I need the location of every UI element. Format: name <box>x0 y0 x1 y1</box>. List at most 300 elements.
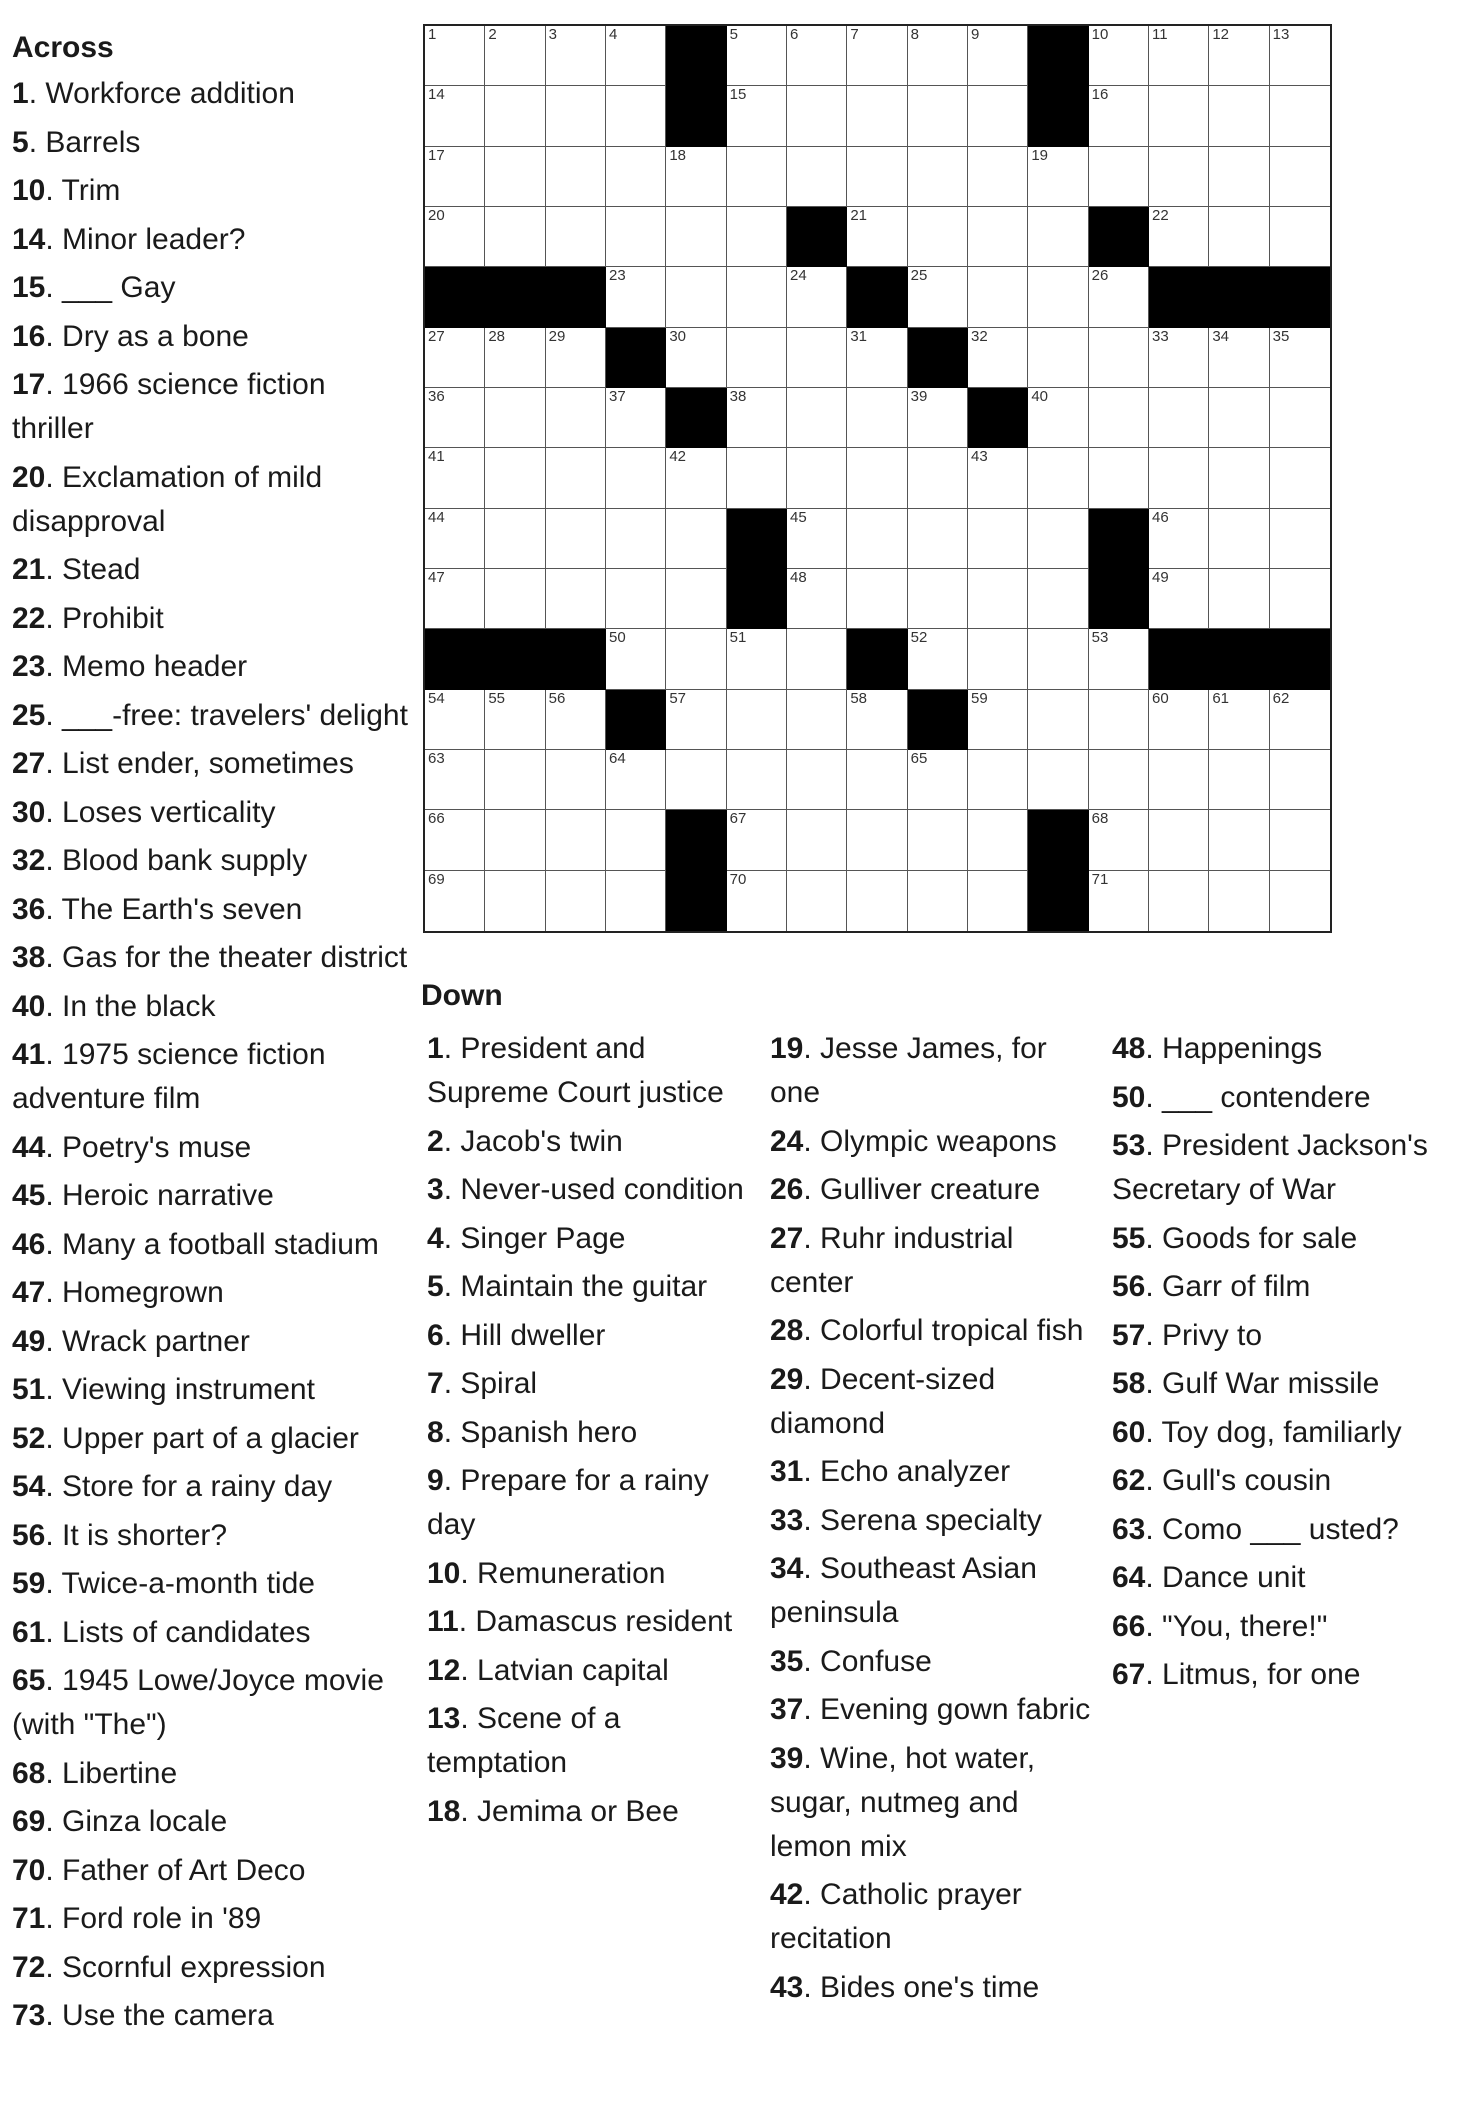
clue-number: 10 <box>427 1556 461 1590</box>
black-square <box>666 871 726 931</box>
clue-number: 37 <box>770 1693 804 1726</box>
grid-cell[interactable] <box>1028 750 1088 810</box>
grid-cell[interactable] <box>1149 569 1209 629</box>
clue-item: 48. Happenings <box>1112 1032 1323 1065</box>
grid-cell[interactable] <box>1028 569 1088 629</box>
grid-cell[interactable] <box>847 448 907 508</box>
clue-item: 59. Twice-a-month tide <box>12 1567 315 1600</box>
grid-cell[interactable] <box>1089 388 1149 448</box>
cell-number: 12 <box>1212 26 1230 43</box>
clue-text: Stead <box>62 553 141 586</box>
grid-cell[interactable] <box>1209 207 1269 267</box>
cell-number: 34 <box>1212 327 1230 345</box>
black-square <box>1270 629 1330 689</box>
grid-cell[interactable] <box>787 86 847 146</box>
grid-cell[interactable] <box>546 388 606 448</box>
grid-cell[interactable] <box>968 750 1028 810</box>
grid-cell[interactable] <box>425 328 485 388</box>
grid-cell[interactable] <box>727 810 787 870</box>
grid-cell[interactable] <box>727 871 787 931</box>
grid-cell[interactable] <box>1028 147 1088 207</box>
grid-cell[interactable] <box>968 86 1028 146</box>
clue-item: 29. Decent-sized diamond <box>770 1362 996 1440</box>
cell-number: 66 <box>428 810 445 828</box>
grid-cell[interactable] <box>908 871 968 931</box>
grid-cell[interactable] <box>1089 328 1149 388</box>
cell-number: 35 <box>1272 327 1290 345</box>
grid-cell[interactable] <box>546 750 606 810</box>
grid-cell[interactable] <box>1270 448 1330 508</box>
grid-cell[interactable] <box>787 871 847 931</box>
clue-text: Poetry's muse <box>62 1130 252 1164</box>
clue-item: 68. Libertine <box>12 1756 178 1790</box>
grid-cell[interactable] <box>425 86 485 146</box>
grid-cell[interactable] <box>546 328 606 388</box>
grid-cell[interactable] <box>546 569 606 629</box>
grid-cell[interactable] <box>1270 569 1330 629</box>
grid-cell[interactable] <box>425 569 485 629</box>
clue-text: Twice-a-month tide <box>61 1567 315 1600</box>
clue-number: 17 <box>12 368 46 401</box>
grid-cell[interactable] <box>666 147 726 207</box>
grid-cell[interactable] <box>425 388 485 448</box>
grid-cell[interactable] <box>1209 388 1269 448</box>
grid-cell[interactable] <box>847 86 907 146</box>
clue-text: Use the camera <box>62 1999 274 2032</box>
grid-cell[interactable] <box>1028 690 1088 750</box>
grid-cell[interactable] <box>425 26 485 86</box>
clue-number: 21 <box>12 553 46 586</box>
grid-cell[interactable] <box>485 388 545 448</box>
grid-cell[interactable] <box>847 690 907 750</box>
grid-cell[interactable] <box>606 267 666 327</box>
grid-cell[interactable] <box>1209 871 1269 931</box>
clue-text: Spanish hero <box>460 1415 638 1449</box>
clue-text: ___ contendere <box>1162 1080 1371 1114</box>
grid-cell[interactable] <box>787 328 847 388</box>
grid-cell[interactable] <box>1028 267 1088 327</box>
grid-cell[interactable] <box>1209 86 1269 146</box>
grid-cell[interactable] <box>1089 750 1149 810</box>
grid-cell[interactable] <box>908 448 968 508</box>
black-square <box>606 690 666 750</box>
clue-item: 5. Barrels <box>12 125 141 159</box>
grid-cell[interactable] <box>1270 750 1330 810</box>
grid-cell[interactable] <box>1209 690 1269 750</box>
grid-cell[interactable] <box>908 810 968 870</box>
clue-number: 55 <box>1112 1221 1146 1255</box>
grid-cell[interactable] <box>425 147 485 207</box>
grid-cell[interactable] <box>727 328 787 388</box>
clue-text: Father of Art Deco <box>62 1853 306 1887</box>
grid-cell[interactable] <box>908 509 968 569</box>
grid-cell[interactable] <box>908 569 968 629</box>
cell-number: 48 <box>789 568 807 586</box>
clue-number: 29 <box>770 1362 804 1396</box>
cell-number: 54 <box>428 689 445 707</box>
grid-cell[interactable] <box>1209 569 1269 629</box>
grid-cell[interactable] <box>968 147 1028 207</box>
grid-cell[interactable] <box>847 810 907 870</box>
cell-number: 7 <box>850 26 859 43</box>
clue-item: 7. Spiral <box>427 1367 538 1400</box>
grid-cell[interactable] <box>968 207 1028 267</box>
clue-item: 23. Memo header <box>12 650 248 683</box>
grid-cell[interactable] <box>1149 871 1209 931</box>
clue-text: Jacob's twin <box>460 1124 623 1158</box>
black-square <box>968 388 1028 448</box>
grid-cell[interactable] <box>1149 388 1209 448</box>
grid-cell[interactable] <box>1149 750 1209 810</box>
clue-item: 4. Singer Page <box>427 1221 626 1255</box>
grid-cell[interactable] <box>1270 871 1330 931</box>
clue-item: 14. Minor leader? <box>12 222 246 256</box>
clue-number: 34 <box>770 1552 804 1585</box>
grid-cell[interactable] <box>1149 810 1209 870</box>
grid-cell[interactable] <box>666 448 726 508</box>
grid-cell[interactable] <box>485 810 545 870</box>
grid-cell[interactable] <box>787 147 847 207</box>
grid-cell[interactable] <box>968 690 1028 750</box>
clue-number: 64 <box>1112 1561 1146 1594</box>
clue-item: 5. Maintain the guitar <box>427 1270 708 1303</box>
clue-item: 54. Store for a rainy day <box>12 1470 333 1503</box>
grid-cell[interactable] <box>1149 147 1209 207</box>
grid-cell[interactable] <box>1270 509 1330 569</box>
clue-text: Evening gown fabric <box>820 1693 1091 1726</box>
grid-cell[interactable] <box>787 26 847 86</box>
grid-cell[interactable] <box>1149 509 1209 569</box>
clue-number: 27 <box>12 747 46 780</box>
grid-cell[interactable] <box>546 509 606 569</box>
grid-cell[interactable] <box>787 267 847 327</box>
clue-text: Como ___ usted? <box>1162 1512 1399 1546</box>
grid-cell[interactable] <box>1089 690 1149 750</box>
grid-cell[interactable] <box>485 86 545 146</box>
grid-cell[interactable] <box>485 328 545 388</box>
grid-cell[interactable] <box>1149 690 1209 750</box>
grid-cell[interactable] <box>1149 328 1209 388</box>
grid-cell[interactable] <box>546 26 606 86</box>
grid-cell[interactable] <box>1089 26 1149 86</box>
grid-cell[interactable] <box>908 750 968 810</box>
grid-cell[interactable] <box>1028 629 1088 689</box>
grid-cell[interactable] <box>425 690 485 750</box>
grid-cell[interactable] <box>847 147 907 207</box>
grid-cell[interactable] <box>546 147 606 207</box>
grid-cell[interactable] <box>908 207 968 267</box>
grid-cell[interactable] <box>1028 328 1088 388</box>
clue-item: 27. Ruhr industrial center <box>770 1221 1014 1299</box>
grid-cell[interactable] <box>1270 388 1330 448</box>
cell-number: 67 <box>729 810 747 828</box>
clue-item: 13. Scene of a temptation <box>427 1702 621 1779</box>
grid-cell[interactable] <box>1089 871 1149 931</box>
grid-cell[interactable] <box>606 750 666 810</box>
clue-item: 55. Goods for sale <box>1112 1221 1358 1255</box>
clue-item: 39. Wine, hot water, sugar, nutmeg and lemon mix <box>770 1741 1036 1863</box>
grid-cell[interactable] <box>727 267 787 327</box>
grid-cell[interactable] <box>787 810 847 870</box>
grid-cell[interactable] <box>908 26 968 86</box>
cell-number: 53 <box>1091 629 1109 647</box>
cell-number: 29 <box>548 327 566 345</box>
cell-number: 28 <box>488 327 506 345</box>
clue-text: Workforce addition <box>45 77 295 110</box>
cell-number: 22 <box>1151 206 1169 224</box>
grid-cell[interactable] <box>425 750 485 810</box>
grid-cell[interactable] <box>546 810 606 870</box>
cell-number: 43 <box>970 448 988 466</box>
grid-cell[interactable] <box>425 810 485 870</box>
grid-cell[interactable] <box>727 750 787 810</box>
grid-cell[interactable] <box>1209 147 1269 207</box>
down-heading: Down <box>421 979 503 1012</box>
grid-cell[interactable] <box>1270 147 1330 207</box>
grid-cell[interactable] <box>1089 267 1149 327</box>
clue-text: Gulliver creature <box>820 1173 1041 1206</box>
grid-cell[interactable] <box>425 448 485 508</box>
grid-cell[interactable] <box>606 810 666 870</box>
grid-cell[interactable] <box>847 509 907 569</box>
grid-cell[interactable] <box>666 629 726 689</box>
grid-cell[interactable] <box>1270 810 1330 870</box>
grid-cell[interactable] <box>1089 629 1149 689</box>
grid-cell[interactable] <box>485 750 545 810</box>
grid-cell[interactable] <box>968 810 1028 870</box>
grid-cell[interactable] <box>847 871 907 931</box>
grid-cell[interactable] <box>485 871 545 931</box>
grid-cell[interactable] <box>1149 26 1209 86</box>
grid-cell[interactable] <box>485 569 545 629</box>
grid-cell[interactable] <box>606 147 666 207</box>
grid-cell[interactable] <box>727 207 787 267</box>
clue-number: 2 <box>427 1124 444 1158</box>
grid-cell[interactable] <box>908 86 968 146</box>
grid-cell[interactable] <box>1089 448 1149 508</box>
clue-number: 4 <box>427 1221 444 1255</box>
clue-number: 54 <box>12 1470 46 1503</box>
grid-cell[interactable] <box>606 871 666 931</box>
grid-cell[interactable] <box>485 509 545 569</box>
cell-number: 16 <box>1091 86 1109 104</box>
grid-cell[interactable] <box>485 690 545 750</box>
clue-number: 8 <box>427 1415 444 1449</box>
grid-cell[interactable] <box>968 569 1028 629</box>
clue-number: 7 <box>427 1367 444 1400</box>
clue-number: 70 <box>12 1853 46 1887</box>
clue-number: 3 <box>427 1173 444 1206</box>
grid-cell[interactable] <box>606 448 666 508</box>
grid-cell[interactable] <box>727 388 787 448</box>
clue-number: 61 <box>12 1615 46 1649</box>
grid-cell[interactable] <box>485 147 545 207</box>
grid-cell[interactable] <box>1209 26 1269 86</box>
grid-cell[interactable] <box>968 629 1028 689</box>
grid-cell[interactable] <box>1149 207 1209 267</box>
clue-text: Bides one's time <box>820 1970 1040 2004</box>
grid-cell[interactable] <box>606 26 666 86</box>
grid-cell[interactable] <box>968 448 1028 508</box>
grid-cell[interactable] <box>968 328 1028 388</box>
black-square <box>908 328 968 388</box>
grid-cell[interactable] <box>606 388 666 448</box>
grid-cell[interactable] <box>727 448 787 508</box>
grid-cell[interactable] <box>606 629 666 689</box>
grid-cell[interactable] <box>847 328 907 388</box>
clue-text: Upper part of a glacier <box>62 1421 359 1455</box>
grid-cell[interactable] <box>1089 147 1149 207</box>
grid-cell[interactable] <box>485 207 545 267</box>
clue-item: 32. Blood bank supply <box>12 844 308 877</box>
grid-cell[interactable] <box>847 207 907 267</box>
grid-cell[interactable] <box>606 569 666 629</box>
cell-number: 30 <box>669 327 687 345</box>
clue-text: Wrack partner <box>62 1324 250 1358</box>
clue-number: 50 <box>1112 1080 1146 1114</box>
grid-cell[interactable] <box>787 388 847 448</box>
cell-number: 27 <box>428 327 445 345</box>
black-square <box>666 26 726 86</box>
clue-number: 39 <box>770 1741 804 1775</box>
clue-number: 49 <box>12 1324 46 1358</box>
clue-number: 36 <box>12 892 46 926</box>
grid-cell[interactable] <box>666 207 726 267</box>
grid-cell[interactable] <box>727 147 787 207</box>
grid-cell[interactable] <box>847 26 907 86</box>
clue-item: 26. Gulliver creature <box>770 1173 1041 1206</box>
grid-cell[interactable] <box>546 86 606 146</box>
grid-cell[interactable] <box>1209 509 1269 569</box>
grid-cell[interactable] <box>1028 388 1088 448</box>
grid-cell[interactable] <box>727 690 787 750</box>
clue-number: 11 <box>427 1605 459 1638</box>
cell-number: 33 <box>1151 327 1169 345</box>
grid-cell[interactable] <box>666 569 726 629</box>
clue-item: 60. Toy dog, familiarly <box>1112 1415 1402 1449</box>
grid-cell[interactable] <box>968 267 1028 327</box>
grid-cell[interactable] <box>546 207 606 267</box>
grid-cell[interactable] <box>546 690 606 750</box>
grid-cell[interactable] <box>968 26 1028 86</box>
cell-number: 14 <box>428 86 445 104</box>
cell-number: 20 <box>428 206 445 224</box>
grid-cell[interactable] <box>1270 328 1330 388</box>
grid-cell[interactable] <box>1149 86 1209 146</box>
grid-cell[interactable] <box>606 509 666 569</box>
grid-cell[interactable] <box>1209 810 1269 870</box>
clue-number: 13 <box>427 1702 461 1735</box>
grid-cell[interactable] <box>606 86 666 146</box>
clue-text: Many a football stadium <box>62 1227 379 1261</box>
grid-cell[interactable] <box>847 569 907 629</box>
grid-cell[interactable] <box>425 207 485 267</box>
grid-cell[interactable] <box>1028 509 1088 569</box>
grid-cell[interactable] <box>727 86 787 146</box>
clue-item: 64. Dance unit <box>1112 1561 1306 1594</box>
grid-cell[interactable] <box>1209 448 1269 508</box>
grid-cell[interactable] <box>1209 750 1269 810</box>
clue-text: It is shorter? <box>62 1518 228 1552</box>
grid-cell[interactable] <box>1209 328 1269 388</box>
clue-text: Barrels <box>45 125 141 159</box>
grid-cell[interactable] <box>908 629 968 689</box>
grid-cell[interactable] <box>1089 86 1149 146</box>
cell-number: 4 <box>608 26 618 43</box>
grid-cell[interactable] <box>546 871 606 931</box>
clue-text: Blood bank supply <box>62 844 308 877</box>
grid-cell[interactable] <box>666 509 726 569</box>
cell-number: 56 <box>548 689 566 707</box>
clue-number: 18 <box>427 1794 461 1828</box>
grid-cell[interactable] <box>1270 26 1330 86</box>
grid-cell[interactable] <box>666 328 726 388</box>
clue-item: 56. It is shorter? <box>12 1518 228 1552</box>
grid-cell[interactable] <box>787 750 847 810</box>
grid-cell[interactable] <box>968 871 1028 931</box>
grid-cell[interactable] <box>727 26 787 86</box>
grid-cell[interactable] <box>1270 690 1330 750</box>
grid-cell[interactable] <box>787 690 847 750</box>
clue-number: 60 <box>1112 1415 1146 1449</box>
grid-cell[interactable] <box>968 509 1028 569</box>
grid-cell[interactable] <box>1270 207 1330 267</box>
grid-cell[interactable] <box>908 388 968 448</box>
grid-cell[interactable] <box>908 267 968 327</box>
grid-cell[interactable] <box>787 448 847 508</box>
grid-cell[interactable] <box>787 509 847 569</box>
grid-cell[interactable] <box>727 629 787 689</box>
grid-cell[interactable] <box>485 26 545 86</box>
cell-number: 25 <box>910 267 928 285</box>
grid-cell[interactable] <box>666 750 726 810</box>
clue-number: 20 <box>12 460 46 494</box>
grid-cell[interactable] <box>425 871 485 931</box>
cell-number: 32 <box>970 327 988 345</box>
clue-number: 58 <box>1112 1367 1146 1400</box>
clue-number: 14 <box>12 222 46 256</box>
grid-cell[interactable] <box>425 509 485 569</box>
grid-cell[interactable] <box>485 448 545 508</box>
clue-text: Trim <box>61 174 121 207</box>
grid-cell[interactable] <box>606 207 666 267</box>
clue-text: Ruhr industrial center <box>770 1221 1014 1299</box>
grid-cell[interactable] <box>847 750 907 810</box>
grid-cell[interactable] <box>847 388 907 448</box>
grid-cell[interactable] <box>1089 810 1149 870</box>
clue-item: 11. Damascus resident <box>427 1605 733 1638</box>
grid-cell[interactable] <box>546 448 606 508</box>
grid-cell[interactable] <box>787 629 847 689</box>
cell-number: 15 <box>729 86 747 104</box>
clue-number: 48 <box>1112 1032 1146 1065</box>
grid-cell[interactable] <box>1270 86 1330 146</box>
grid-cell[interactable] <box>666 690 726 750</box>
grid-cell[interactable] <box>666 267 726 327</box>
cell-number: 70 <box>729 870 747 888</box>
cell-number: 9 <box>970 26 980 43</box>
clue-item: 33. Serena specialty <box>770 1503 1042 1537</box>
grid-cell[interactable] <box>1028 207 1088 267</box>
grid-cell[interactable] <box>1028 448 1088 508</box>
clue-item: 28. Colorful tropical fish <box>770 1314 1084 1347</box>
grid-cell[interactable] <box>1149 448 1209 508</box>
clue-number: 44 <box>12 1130 46 1164</box>
grid-cell[interactable] <box>908 147 968 207</box>
cell-number: 3 <box>548 26 557 43</box>
clue-text: Jesse James, for one <box>770 1032 1047 1109</box>
grid-cell[interactable] <box>787 569 847 629</box>
